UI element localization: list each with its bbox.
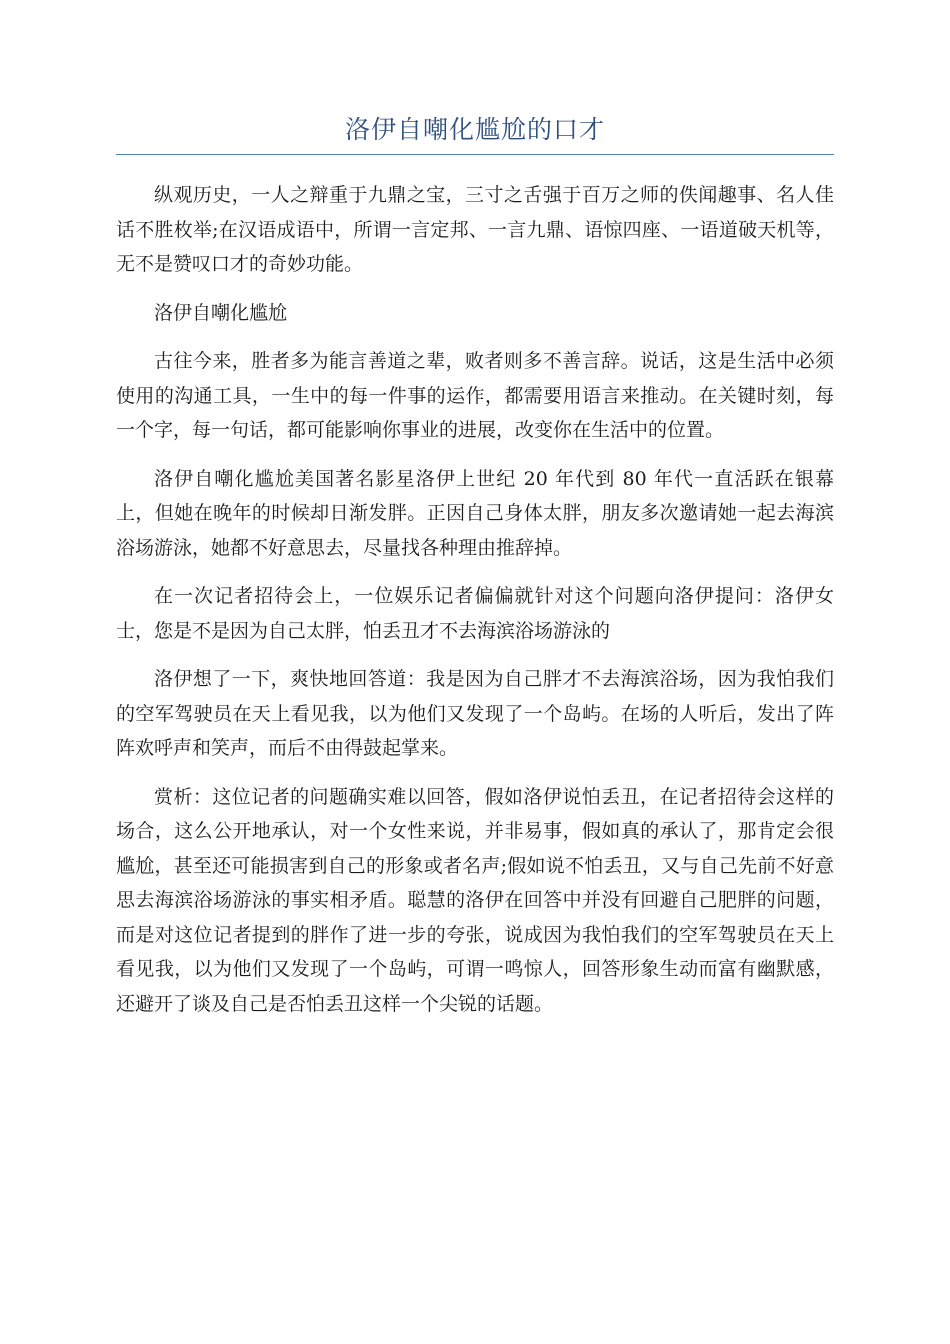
paragraph-eloquence: 古往今来，胜者多为能言善道之辈，败者则多不善言辞。说话，这是生活中必须使用的沟通工具，一生中的每一件事的运作，都需要用语言来推动。在关键时刻，每一个字，每一句话，都可能影响你事业的进展，改变你在生活中的位置。 [116, 350, 834, 441]
document-title: 洛伊自嘲化尴尬的口才 [344, 115, 605, 144]
section-heading: 洛伊自嘲化尴尬 [154, 301, 288, 324]
paragraph-loy-answer: 洛伊想了一下，爽快地回答道：我是因为自己胖才不去海滨浴场，因为我怕我们的空军驾驶员在天上看见我，以为他们又发现了一个岛屿。在场的人听后，发出了阵阵欢呼声和笑声，而后不由得鼓起掌来。 [116, 668, 834, 759]
paragraph-intro: 纵观历史，一人之辩重于九鼎之宝，三寸之舌强于百万之师的佚闻趣事、名人佳话不胜枚举;在汉语成语中，所谓一言定邦、一言九鼎、语惊四座、一语道破天机等，无不是赞叹口才的奇妙功能。 [116, 184, 834, 275]
document-body [116, 178, 834, 1035]
paragraph-reporter-question: 在一次记者招待会上，一位娱乐记者偏偏就针对这个问题向洛伊提问：洛伊女士，您是不是因为自己太胖，怕丢丑才不去海滨浴场游泳的 [116, 585, 834, 642]
title-underline [116, 154, 834, 155]
paragraph-analysis: 赏析：这位记者的问题确实难以回答，假如洛伊说怕丢丑，在记者招待会这样的场合，这么公开地承认，对一个女性来说，并非易事，假如真的承认了，那肯定会很尴尬，甚至还可能损害到自己的形象或者名声;假如说不怕丢丑，又与自己先前不好意思去海滨浴场游泳的事实相矛盾。聪慧的洛伊在回答中并没有回避自己肥胖的问题，而是对这位记者提到的胖作了进一步的夸张，说成因为我怕我们的空军驾驶员在天上看见我，以为他们又发现了一个岛屿，可谓一鸣惊人，回答形象生动而富有幽默感，还避开了谈及自己是否怕丢丑这样一个尖锐的话题。 [116, 785, 834, 1015]
paragraph-story-intro: 洛伊自嘲化尴尬美国著名影星洛伊上世纪 20 年代到 80 年代一直活跃在银幕上，但她在晚年的时候却日渐发胖。正因自己身体太胖，朋友多次邀请她一起去海滨浴场游泳，她都不好意思去，尽量找各种理由推辞掉。 [116, 467, 834, 559]
